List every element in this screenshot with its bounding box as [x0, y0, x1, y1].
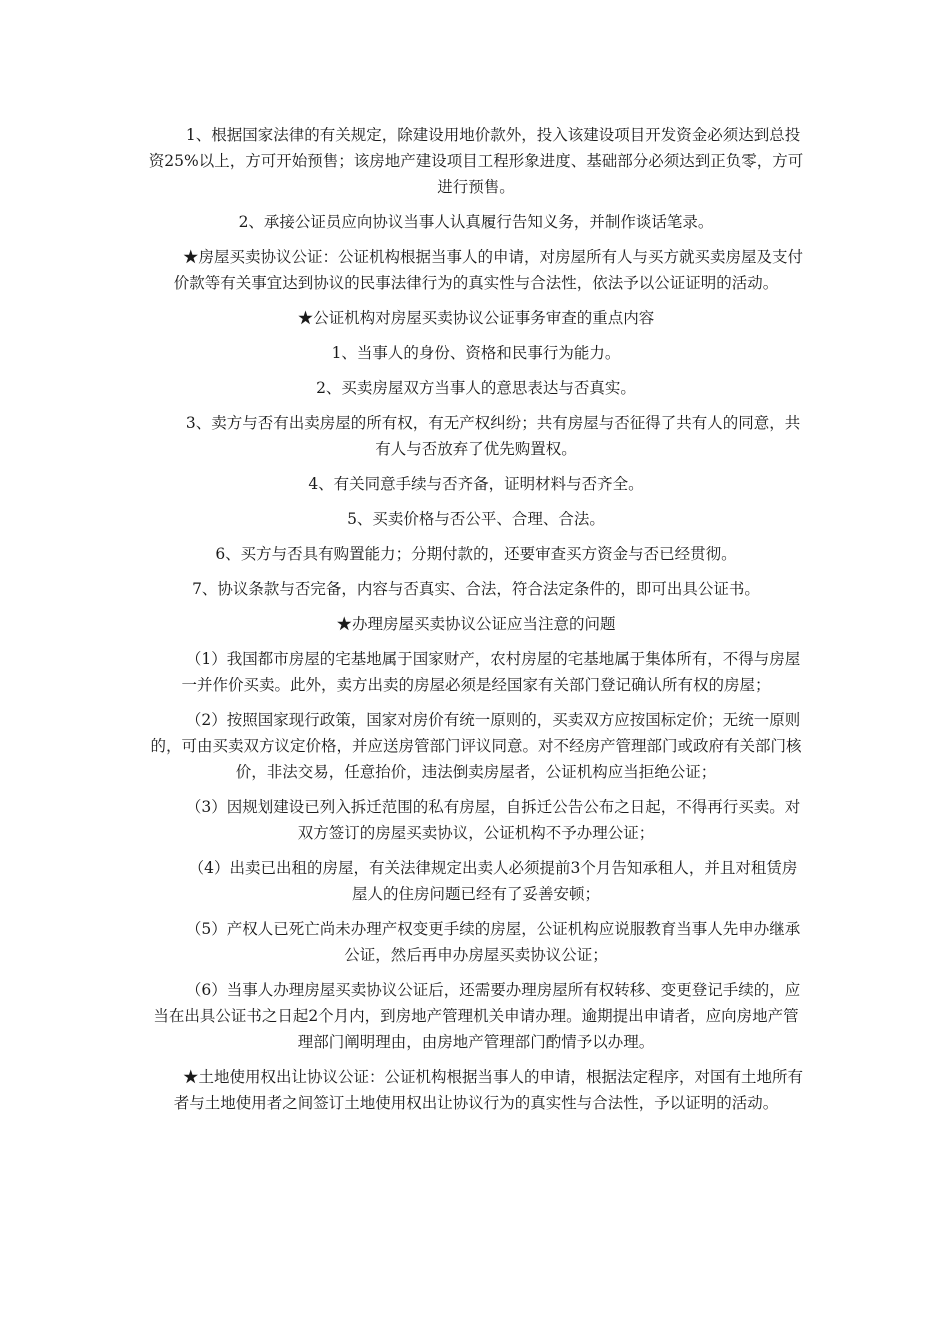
- review-point-2: 2、买卖房屋双方当事人的意思表达与否真实。: [316, 379, 636, 397]
- caution-1: （1）我国都市房屋的宅基地属于国家财产，农村房屋的宅基地属于集体所有，不得与房屋一并作价买卖。此外，卖方出卖的房屋必须是经国家有关部门登记确认所有权的房屋；: [181, 650, 801, 694]
- review-point-4: 4、有关同意手续与否齐备，证明材料与否齐全。: [308, 475, 644, 493]
- review-point-5: 5、买卖价格与否公平、合理、合法。: [347, 510, 605, 528]
- paragraph-house-sale-definition: ★房屋买卖协议公证：公证机构根据当事人的申请，对房屋所有人与买方就买卖房屋及支付价款等有关事宜达到协议的民事法律行为的真实性与合法性，依法予以公证证明的活动。: [173, 248, 804, 292]
- section-heading-cautions: ★办理房屋买卖协议公证应当注意的问题: [336, 615, 616, 633]
- caution-3: （3）因规划建设已列入拆迁范围的私有房屋，自拆迁公告公布之日起，不得再行买卖。对双方签订的房屋买卖协议，公证机构不予办理公证；: [185, 798, 801, 842]
- paragraph-presale-conditions: 1、根据国家法律的有关规定，除建设用地价款外，投入该建设项目开发资金必须达到总投资25%以上，方可开始预售；该房地产建设项目工程形象进度、基础部分必须达到正负零，方可进行预售。: [148, 126, 804, 196]
- review-point-1: 1、当事人的身份、资格和民事行为能力。: [331, 344, 621, 362]
- document-body: [148, 122, 804, 1125]
- review-point-6: 6、买方与否具有购置能力；分期付款的，还要审查买方资金与否已经贯彻。: [215, 545, 737, 563]
- review-point-3: 3、卖方与否有出卖房屋的所有权，有无产权纠纷；共有房屋与否征得了共有人的同意，共有人与否放弃了优先购置权。: [185, 414, 801, 458]
- section-heading-review-points: ★公证机构对房屋买卖协议公证事务审查的重点内容: [297, 309, 655, 327]
- caution-6: （6）当事人办理房屋买卖协议公证后，还需要办理房屋所有权转移、变更登记手续的，应当在出具公证书之日起2个月内，到房地产管理机关申请办理。逾期提出申请者，应向房地产管理部门阐明理由，由房地产管理部门酌情予以办理。: [153, 981, 801, 1051]
- caution-5: （5）产权人已死亡尚未办理产权变更手续的房屋，公证机构应说服教育当事人先申办继承公证，然后再申办房屋买卖协议公证；: [185, 920, 801, 964]
- caution-2: （2）按照国家现行政策，国家对房价有统一原则的，买卖双方应按国标定价；无统一原则的，可由买卖双方议定价格，并应送房管部门评议同意。对不经房产管理部门或政府有关部门核价，非法交易，任意抬价，违法倒卖房屋者，公证机构应当拒绝公证；: [150, 711, 802, 781]
- paragraph-land-use-transfer-definition: ★土地使用权出让协议公证：公证机构根据当事人的申请，根据法定程序，对国有土地所有者与土地使用者之间签订土地使用权出让协议行为的真实性与合法性，予以证明的活动。: [173, 1068, 804, 1112]
- caution-4: （4）出卖已出租的房屋，有关法律规定出卖人必须提前3个月告知承租人，并且对租赁房屋人的住房问题已经有了妥善安顿；: [188, 859, 798, 903]
- review-point-7: 7、协议条款与否完备，内容与否真实、合法，符合法定条件的，即可出具公证书。: [192, 580, 760, 598]
- paragraph-notary-inform-duty: 2、承接公证员应向协议当事人认真履行告知义务，并制作谈话笔录。: [238, 213, 714, 231]
